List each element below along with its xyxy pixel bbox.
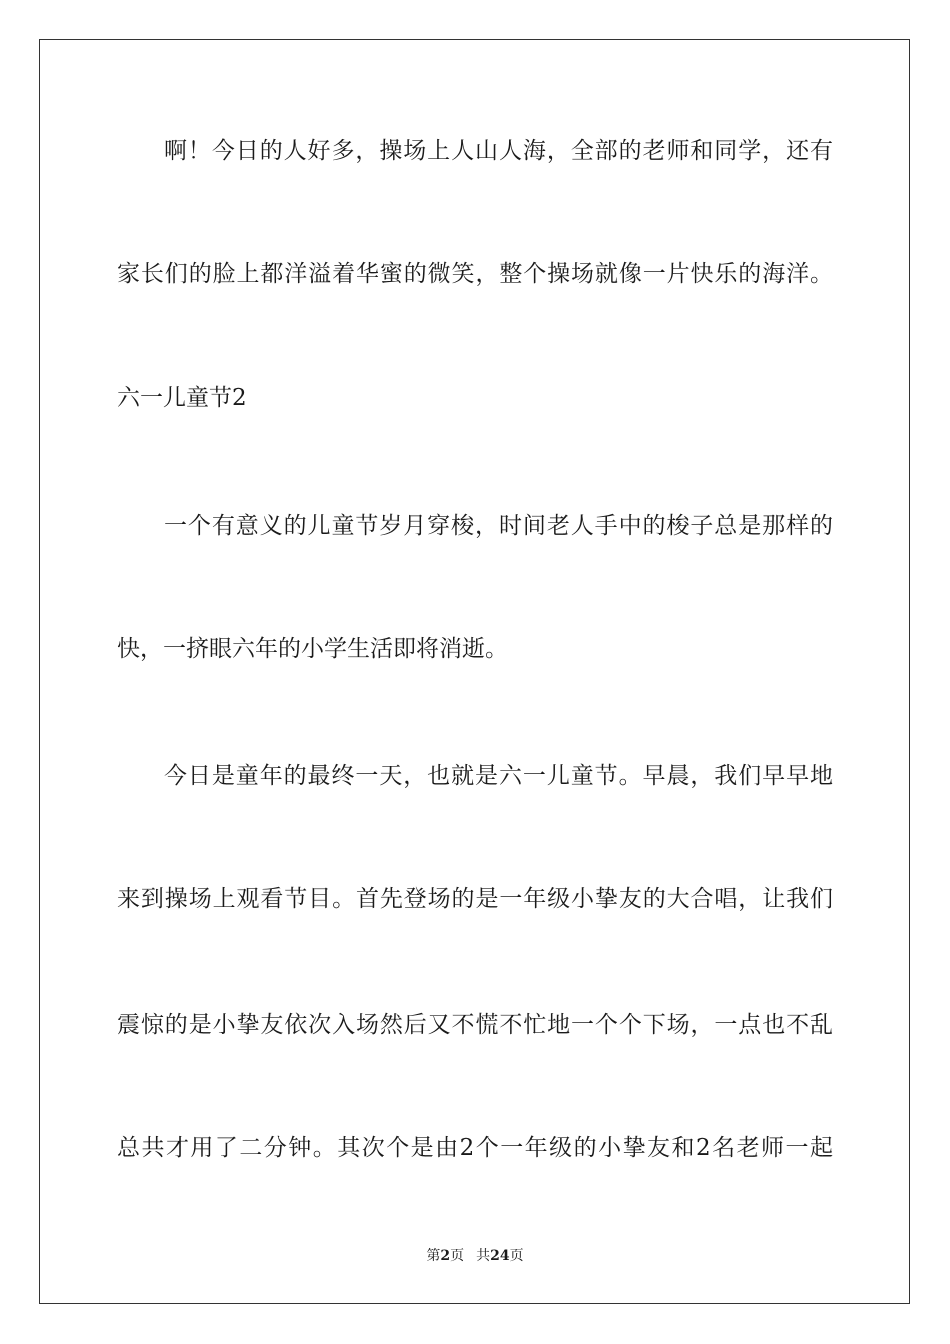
section-heading: 六一儿童节2 bbox=[117, 385, 247, 411]
paragraph-line-4: 快，一挤眼六年的小学生活即将消逝。 bbox=[117, 636, 508, 662]
page-number-suffix: 页 bbox=[450, 1248, 465, 1264]
paragraph-line-1: 啊！今日的人好多，操场上人山人海，全部的老师和同学，还有 bbox=[164, 138, 833, 164]
page-footer bbox=[0, 1247, 950, 1265]
paragraph-line-2: 家长们的脸上都洋溢着华蜜的微笑，整个操场就像一片快乐的海洋。 bbox=[117, 261, 833, 287]
total-page-count: 24 bbox=[490, 1248, 510, 1264]
paragraph-line-7: 震惊的是小挚友依次入场然后又不慌不忙地一个个下场，一点也不乱 bbox=[117, 1012, 833, 1038]
page-border bbox=[39, 39, 910, 1304]
paragraph-line-6: 来到操场上观看节目。首先登场的是一年级小挚友的大合唱，让我们 bbox=[117, 886, 833, 912]
total-pages-prefix: 共 bbox=[476, 1248, 491, 1264]
current-page-number: 2 bbox=[440, 1248, 451, 1264]
total-pages-suffix: 页 bbox=[509, 1248, 524, 1264]
page-number-prefix: 第 bbox=[426, 1248, 441, 1264]
paragraph-line-5: 今日是童年的最终一天，也就是六一儿童节。早晨，我们早早地 bbox=[164, 763, 833, 789]
paragraph-line-3: 一个有意义的儿童节岁月穿梭，时间老人手中的梭子总是那样的 bbox=[164, 513, 833, 539]
paragraph-line-8: 总共才用了二分钟。其次个是由2个一年级的小挚友和2名老师一起 bbox=[117, 1135, 833, 1161]
